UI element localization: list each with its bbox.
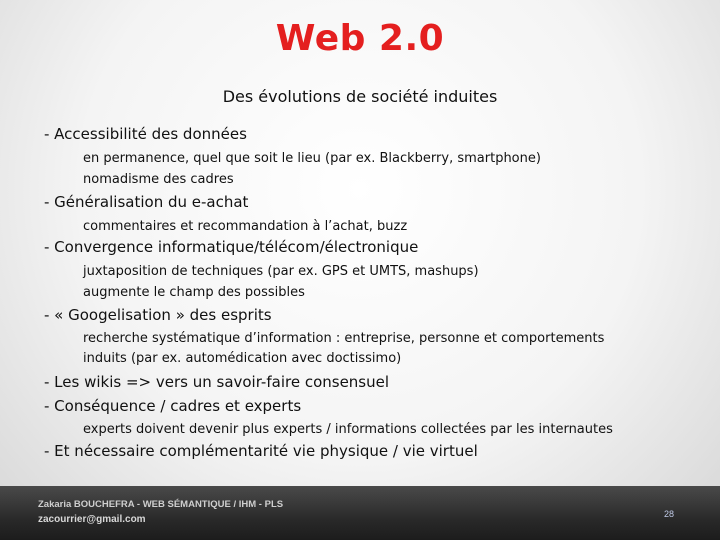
footer-email: zacourrier@gmail.com — [38, 514, 146, 525]
bullet-complementarite: - Et nécessaire complémentarité vie physique / vie virtuel — [44, 442, 478, 460]
sub-bullet: recherche systématique d’information : entreprise, personne et comportements — [83, 331, 605, 346]
slide-title: Web 2.0 — [275, 18, 445, 59]
bullet-consequence: - Conséquence / cadres et experts — [44, 397, 302, 415]
sub-bullet: augmente le champ des possibles — [83, 285, 305, 300]
bullet-convergence: - Convergence informatique/télécom/électronique — [44, 238, 419, 256]
bullet-googelisation: - « Googelisation » des esprits — [44, 306, 272, 324]
slide-subtitle: Des évolutions de société induites — [222, 87, 498, 106]
sub-bullet: nomadisme des cadres — [83, 172, 234, 187]
page-number: 28 — [664, 509, 675, 519]
sub-bullet: experts doivent devenir plus experts / informations collectées par les internautes — [83, 422, 613, 437]
sub-bullet: induits (par ex. automédication avec doctissimo) — [83, 351, 402, 366]
sub-bullet: en permanence, quel que soit le lieu (par ex. Blackberry, smartphone) — [83, 151, 541, 166]
bullet-accessibilite: - Accessibilité des données — [44, 125, 247, 143]
sub-bullet: juxtaposition de techniques (par ex. GPS et UMTS, mashups) — [83, 264, 479, 279]
bullet-wikis: - Les wikis => vers un savoir-faire consensuel — [44, 373, 390, 391]
bullet-e-achat: - Généralisation du e-achat — [44, 193, 249, 211]
footer-author: Zakaria BOUCHEFRA - WEB SÉMANTIQUE / IHM - PLS — [38, 499, 284, 510]
sub-bullet: commentaires et recommandation à l’achat, buzz — [83, 219, 408, 234]
footer-bar — [0, 486, 720, 540]
